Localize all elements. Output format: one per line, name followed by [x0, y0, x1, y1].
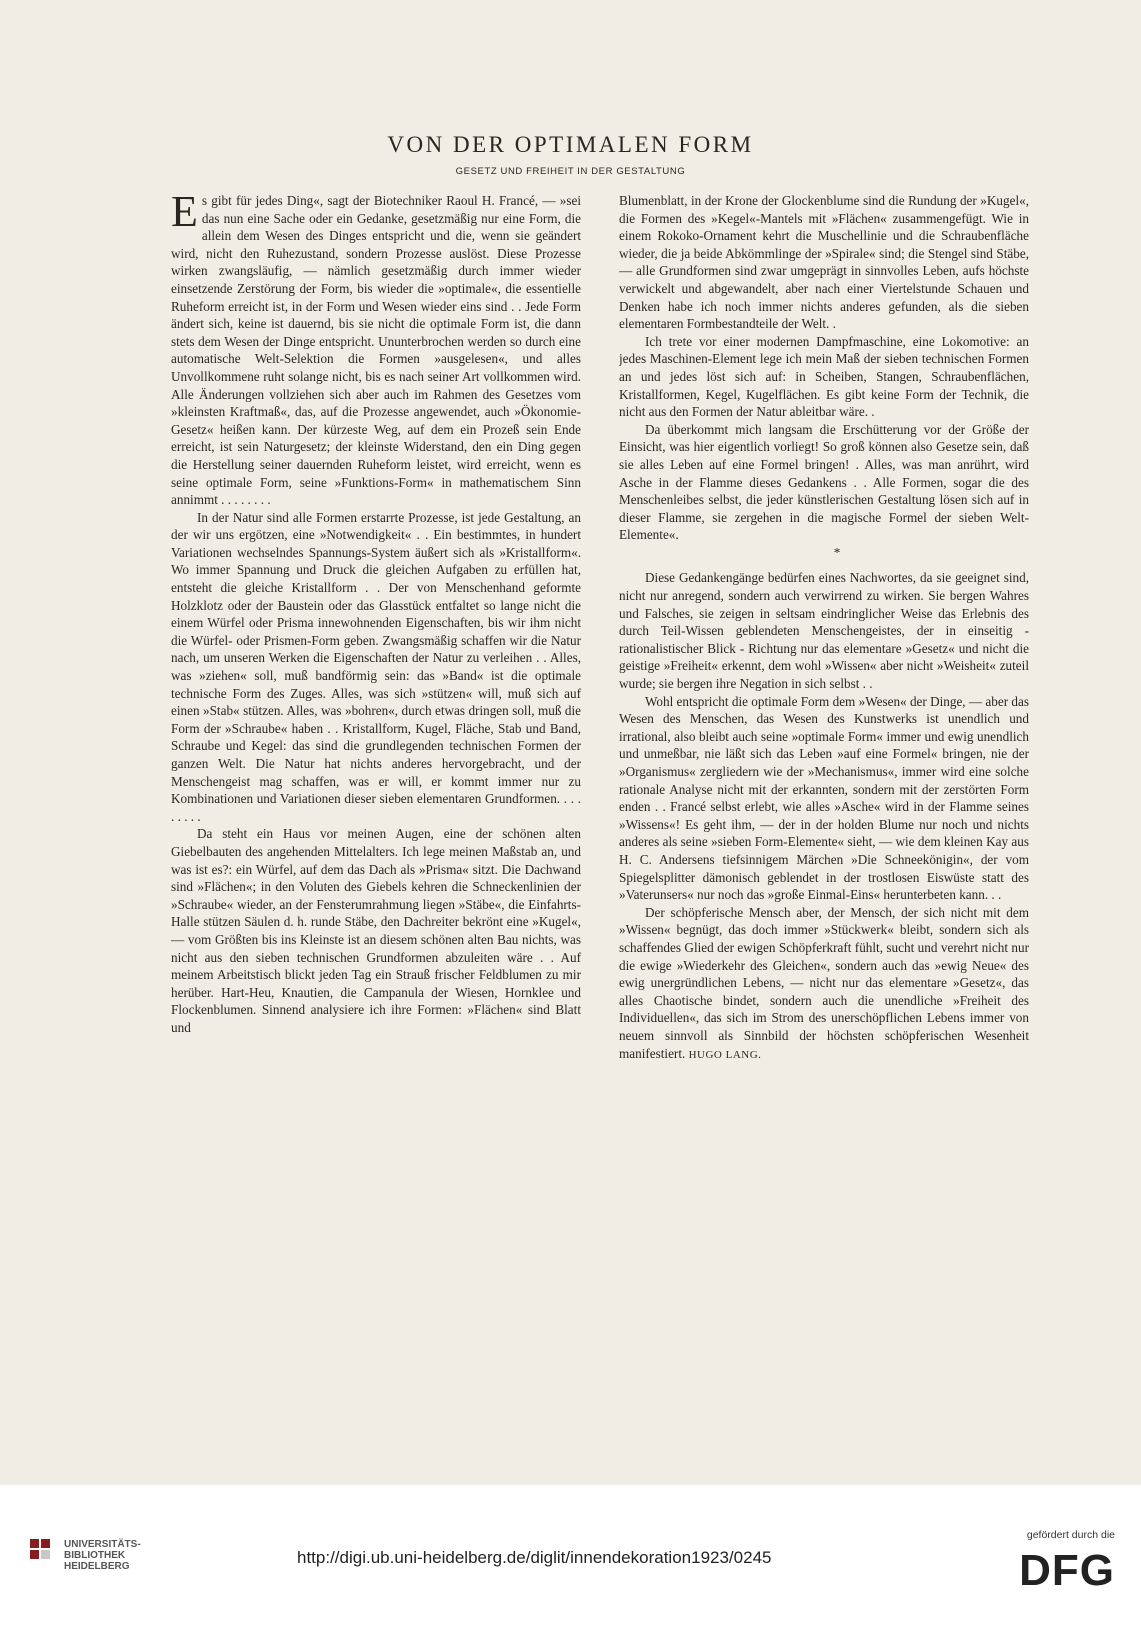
paragraph-5: Ich trete vor einer modernen Dampfmaschine, eine Lokomotive: an jedes Maschinen-Element lege ich mein Maß der sieben technischen Formen an und jedes löst sich auf: in Scheiben, Stangen, Schraubenflächen, Kristallformen, Kegel, Kugelflächen. Es gibt keine Form der Technik, die nicht aus den Formen der Natur ableitbar wäre. . [619, 333, 1029, 420]
paragraph-1-text: s gibt für jedes Ding«, sagt der Biotechniker Raoul H. Francé, — »sei das nun eine Sache oder ein Gedanke, gesetzmäßig nur eine Form, die allein dem Wesen des Dinges entspricht und die, wenn sie geändert wird, nicht den Ruhezustand, sondern Prozesse auslöst. Diese Prozesse wirken zwangsläufig, — nämlich gesetzmäßig durch immer wieder einsetzende Zerstörung der Form, bis wieder die »optimale«, die essentielle Ruheform erreicht ist, in der Form und Wesen wieder eins sind . . Jede Form ändert sich, keine ist dauernd, bis sie nicht die optimale Form ist, die dann stets dem Wesen der Dinge entspricht. Ununterbrochen werden so durch eine automatische Welt-Selektion die Formen »ausgelesen«, und alles Unvollkommene ruht solange nicht, bis es nach seiner Art vollkommen wird. Alle Änderungen vollziehen sich aber auch im Rahmen des Gesetzes vom »kleinsten Kraftmaß«, das, auf die Prozesse angewendet, auch »Ökonomie-Gesetz« heißen kann. Der kürzeste Weg, auf dem ein Prozeß sein Ende erreicht, ist sein Naturgesetz; der kleinste Widerstand, den ein Ding gegen die Herstellung seiner dauernden Ruheform leistet, wird erreicht, wenn es seine optimale Form, seine »Funktions-Form« in mathematischem Sinn annimmt . . . . . . . . [171, 193, 581, 508]
article-title: VON DER OPTIMALEN FORM [387, 132, 754, 157]
paragraph-9 [619, 904, 1029, 1064]
paragraph-1 [171, 192, 581, 509]
author-signature: HUGO LANG. [688, 1048, 762, 1061]
library-name: UNIVERSITÄTS- BIBLIOTHEK HEIDELBERG [64, 1539, 141, 1572]
paragraph-8: Wohl entspricht die optimale Form dem »Wesen« der Dinge, — aber das Wesen des Menschen, das Wesen des Kunstwerks ist unendlich und irrational, also bleibt auch seine »optimale Form« immer und ewig unendlich und unmeßbar, nie läßt sich das Leben »auf eine Formel« bringen, nie der »Organismus« zergliedern wie der »Mechanismus«, immer wird eine solche rationale Analyse nicht mit der erkannten, sondern mit der zerstörten Form enden . . Francé selbst erlebt, wie alles »Asche« wird in der Flamme seines »Wissens«! Es geht ihm, — der in der holden Blume nur noch und nichts anderes als seine »sieben Form-Elemente« sieht, — wie dem kleinen Kay aus H. C. Andersens tiefsinnigem Märchen »Die Schneekönigin«, der vom Spiegelsplitter dämonisch geblendet in der trostlosen Eiswüste statt des »Vaterunsers« nur noch das »große Einmal-Eins« herunterbeten kann. . . [619, 693, 1029, 903]
university-library-logo-icon [28, 1537, 56, 1565]
section-asterisk: * [833, 544, 841, 560]
footer-bar [0, 1485, 1141, 1634]
document-url-link[interactable]: http://digi.ub.uni-heidelberg.de/diglit/innendekoration1923/0245 [297, 1548, 772, 1567]
paragraph-7: Diese Gedankengänge bedürfen eines Nachwortes, da sie geeignet sind, nicht nur anregend, sondern auch verwirrend zu wirken. Sie bergen Wahres und Falsches, sie zeigen in seltsam eindringlicher Weise das Erlebnis des durch Teil-Wissen geblendeten Menschengeistes, der in einseitig - rationalistischer Blick - Richtung nur das elementare »Gesetz« und nicht die geistige »Freiheit« erkennt, dem wohl »Wissen« aber nicht »Weisheit« zuteil wurde; sie bergen ihre Negation in sich selbst . . [619, 570, 1029, 692]
right-column [619, 192, 1029, 1382]
paragraph-6: Da überkommt mich langsam die Erschütterung vor der Größe der Einsicht, was hier eigentlich vorliegt! So groß können also Gesetze sein, daß sie alles Leben auf eine Formel bringen! . Alles, was man anrührt, wird Asche in der Flamme dieses Gedankens . . Alle Formen, sogar die des Menschenleibes selbst, die jeder künstlerischen Gestaltung lösen sich auf in dieser Flamme, sie zergehen in die magische Formel der sieben Welt-Elemente«. [619, 421, 1029, 543]
article-subtitle: GESETZ UND FREIHEIT IN DER GESTALTUNG [455, 166, 686, 177]
paragraph-9-text: Der schöpferische Mensch aber, der Mensch, der sich nicht mit dem »Wissen« begnügt, das doch immer »Stückwerk« bleibt, sondern sich als schaffendes Glied der ewigen Schöpferkraft fühlt, sucht und verehrt nicht nur die ewige »Wiederkehr des Gleichen«, sondern auch das »ewig Neue« des ewig unergründlichen Lebens, — nicht nur das elementare »Gesetz«, das alles Chaotische bindet, sondern auch die unendliche »Freiheit des Individuellen«, das sich im Strom des unerschöpflichen Lebens immer von neuem sinnvoll als Sinnbild der höchsten schöpferischen Wesenheit manifestiert. [619, 904, 1029, 1061]
drop-cap: E [171, 192, 198, 236]
paragraph-2: In der Natur sind alle Formen erstarrte Prozesse, ist jede Gestaltung, an der wir uns ergötzen, eine »Notwendigkeit« . . Ein bestimmtes, in hundert Variationen wechselndes Spannungs-System äußert sich als »Kristallform«. Wo immer Spannung und Druck die gleichen Aufgaben zu erfüllen hat, entsteht die gleiche Kristallform . . Der von Menschenhand geformte Holzklotz oder der Baustein oder das Glasstück entfaltet so lange nicht die einem Würfel oder Prisma innewohnenden Eigenschaften, bis wir ihm nicht die Würfel- oder Prismen-Form geben. Zwangsmäßig schaffen wir die Natur nach, um unseren Werken die Eigenschaften der Natur zu verleihen . . Alles, was »ziehen« soll, muß bandförmig sein: das »Band« ist die optimale technische Form des Zuges. Alles, was sich »stützen« will, muß sich auf einen »Stab« stützen. Alles, was »bohren«, durch etwas dringen soll, muß die Form der »Schraube« haben . . Kristallform, Kugel, Fläche, Stab und Band, Schraube und Kegel: das sind die grundlegenden technischen Formen der ganzen Welt. Die Natur hat nichts anderes hervorgebracht, und der Menschengeist mag schaffen, was er will, er kommt immer nur zu Kombinationen und Variationen dieser sieben elementaren Grundformen. . . . . . . . . [171, 509, 581, 824]
funded-by-label: gefördert durch die [1026, 1529, 1115, 1541]
left-column [171, 192, 581, 1382]
dfg-logo: DFG [1019, 1546, 1115, 1595]
paragraph-4: Blumenblatt, in der Krone der Glockenblume sind die Rundung der »Kugel«, die Formen des »Kegel«-Mantels mit »Flächen« zusammengefügt. Wie in einem Rokoko-Ornament kehrt die Muschellinie und die Schraubenfläche wieder, die ja beide Abkömmlinge der »Spirale« sind; die Stengel sind Stäbe, — alle Grundformen sind zwar umgeprägt in sinnvolles Leben, aufs höchste verwickelt und abgewandelt, aber nach einer Viertelstunde Schauen und Denken habe ich noch immer nichts anderes gefunden, als die sieben elementaren Formbestandteile der Welt. . [619, 193, 1029, 332]
paragraph-3: Da steht ein Haus vor meinen Augen, eine der schönen alten Giebelbauten des angehenden Mittelalters. Ich lege meinen Maßstab an, und was ist es?: ein Würfel, auf dem das Dach als »Prisma« sitzt. Die Dachwand sind »Flächen«; in den Voluten des Giebels kehren die Schneckenlinien der »Schraube« wieder, an der Fensterumrahmung liegen »Stäbe«, die Einfahrts-Halle stützen Säulen d. h. runde Stäbe, den Dachreiter bekrönt eine »Kugel«, — vom Größten bis ins Kleinste ist an diesem schönen alten Bau nichts, was nicht aus den sieben technischen Grundformen abzuleiten wäre . . Auf meinem Arbeitstisch blickt jeden Tag ein Strauß frischer Feldblumen zu mir herüber. Hart-Heu, Knautien, die Campanula der Wiesen, Hornklee und Flockenblumen. Sinnend analysiere ich ihre Formen: »Flächen« sind Blatt und [171, 826, 581, 1035]
